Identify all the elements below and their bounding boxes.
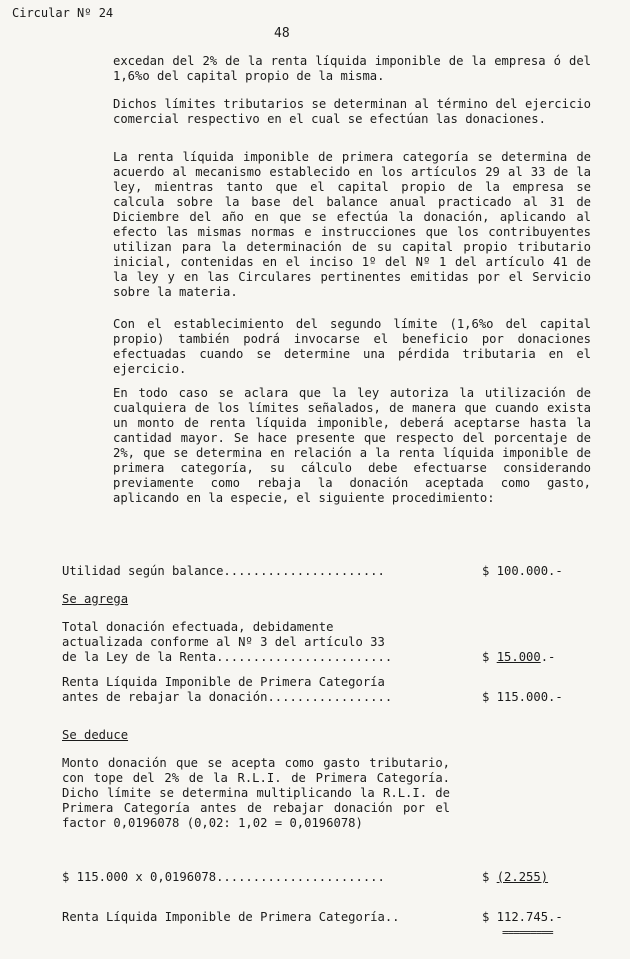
- final-rli-amount: $ 112.745.-: [482, 910, 563, 924]
- se-deduce-heading: Se deduce: [62, 728, 129, 742]
- total-donacion-amount: $ 15.000.-: [482, 650, 556, 664]
- total-donacion-line-2: actualizada conforme al Nº 3 del artículo 33: [62, 635, 385, 649]
- total-donacion-line-3: de la Ley de la Renta........................: [62, 650, 393, 664]
- utilidad-amount: $ 100.000.-: [482, 564, 563, 578]
- paragraph-en-todo-caso: En todo caso se aclara que la ley autoriza la utilización de cualquiera de los límites señalados, de manera que cuando exista un monto de renta líquida imponible, deberá aceptarse hasta la cantidad mayor. Se hace presente que respecto del porcentaje de 2%, que se determina en relación a la renta líquida imponible de primera categoría, su cálculo debe efectuarse considerando previamente como rebaja la donación aceptada como gasto, aplicando en la especie, el siguiente procedimiento:: [113, 386, 591, 505]
- circular-number: Circular Nº 24: [12, 6, 114, 20]
- multiplication-amount: $ (2.255): [482, 870, 549, 884]
- rli-amount: $ 115.000.-: [482, 690, 563, 704]
- rli-line-2: antes de rebajar la donación.................: [62, 690, 393, 704]
- paragraph-limits-intro: excedan del 2% de la renta líquida imponible de la empresa ó del 1,6%o del capital propio de la misma.: [113, 54, 591, 83]
- se-agrega-heading: Se agrega: [62, 592, 129, 606]
- paragraph-second-limit: Con el establecimiento del segundo límite (1,6%o del capital propio) también podrá invocarse el beneficio por donaciones efectuadas cuando se determine una pérdida tributaria en el ejercicio.: [113, 317, 591, 376]
- multiplication-label: $ 115.000 x 0,0196078.......................: [62, 870, 385, 884]
- page-number: 48: [274, 26, 290, 41]
- final-rli-label: Renta Líquida Imponible de Primera Categoría..: [62, 910, 400, 924]
- double-underline: =========: [502, 926, 553, 939]
- paragraph-renta-liquida: La renta líquida imponible de primera categoría se determina de acuerdo al mecanismo establecido en los artículos 29 al 33 de la ley, mientras tanto que el capital propio de la empresa se calcula sobre la base del balance anual practicado al 31 de Diciembre del año en que se efectúa la donación, aplicando al efecto las mismas normas e instrucciones que los contribuyentes utilizan para la determinación de su capital propio tributario inicial, contenidas en el inciso 1º del Nº 1 del artículo 41 de la ley y en las Circulares pertinentes emitidas por el Servicio sobre la materia.: [113, 150, 591, 299]
- paragraph-limits-determined: Dichos límites tributarios se determinan al término del ejercicio comercial respectivo en el cual se efectúan las donaciones.: [113, 97, 591, 126]
- total-donacion-line-1: Total donación efectuada, debidamente: [62, 620, 334, 634]
- utilidad-label: Utilidad según balance......................: [62, 564, 385, 578]
- monto-donacion-text: Monto donación que se acepta como gasto tributario, con tope del 2% de la R.L.I. de Primera Categoría. Dicho límite se determina multiplicando la R.L.I. de Primera Categoría antes de rebajar donación por el factor 0,0196078 (0,02: 1,02 = 0,0196078): [62, 756, 450, 830]
- rli-line-1: Renta Líquida Imponible de Primera Categoría: [62, 675, 385, 689]
